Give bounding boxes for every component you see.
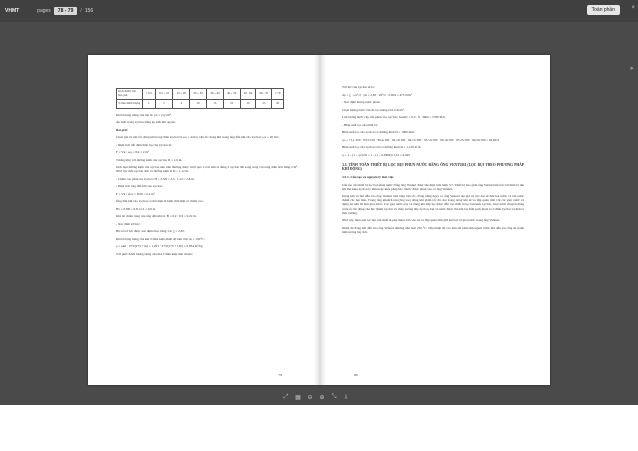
paragraph: - Xác định trở lực: [116, 221, 141, 226]
pages-label: pages [37, 8, 51, 14]
page-separator: / [80, 8, 82, 14]
bottom-area [0, 405, 638, 451]
equation: η = 1 – (1 – ηo)√D = 1 – (1 – 0,9484)√1,12 = 0,945 [342, 152, 411, 157]
section-heading: 3.5. TÍNH TOÁN THIẾT BỊ LỌC BỤI PHUN NƯỚC BẰNG ỐNG VENTURI (LỌC BỤI THEO PHƯƠNG PHÁP KHÍ ĐỘNG) [342, 162, 524, 172]
table-cell: < 0,5 [143, 89, 156, 100]
right-page [326, 55, 550, 385]
paragraph: Tương ứng với đường kính của xyclon D = 1,6 m. [116, 157, 183, 162]
paragraph: - Hiệu suất lọc của thiết bị: [342, 122, 378, 127]
paragraph: Khối lượng riêng của khí ở điều kiện nhiệt độ làm việc tk = 150°C: [116, 236, 205, 241]
table-cell: 60 - 70 [256, 89, 272, 100]
table-row [117, 99, 284, 108]
close-icon[interactable]: × [631, 5, 635, 11]
paragraph: Với ρk0: Khối lượng riêng của khí ở điều kiện tiêu chuẩn; [116, 251, 193, 256]
paragraph: Hệ số trở lực được xác định theo bảng 3.4: ξ = 2,85. [116, 229, 185, 234]
paragraph: Áp suất trong xyclon bằng áp suất khí quyển. [116, 120, 176, 124]
table-cell: 10 [240, 99, 256, 108]
paragraph: Lưu lượng nước cấp cần phun vào xyclon: Gnước = 0,2 . 8 . 3600 = 5760 lít/h. [342, 115, 446, 119]
page-number: 80 [354, 372, 358, 377]
section-label: Bài giải: [116, 127, 128, 132]
table-cell: 10 [223, 99, 240, 108]
viewer-toolbar [282, 392, 350, 402]
sidebar-toggle-icon[interactable]: ▸ [630, 65, 634, 72]
zoom-out-icon[interactable]: ⊖ [307, 394, 313, 401]
table-cell: > 70 [272, 89, 284, 100]
app-name: VHMT [5, 8, 20, 14]
table-cell: 10 [190, 99, 207, 108]
table-cell: Kích thước hạt bụi, µm [117, 89, 143, 100]
particle-size-table [116, 88, 284, 109]
table-cell: 4 [173, 99, 190, 108]
equation: Hv = 0,8D = 0,8.1,12 = 0,9 m [116, 206, 156, 211]
left-page [88, 55, 314, 385]
paragraph: Trở lực của xyclon sẽ là: [342, 85, 375, 89]
page-navigator [37, 7, 93, 15]
paragraph: - Diện tích tiết diện thân trụ của xyclon là: [116, 142, 172, 147]
paragraph: Nhiệt độ dòng khí dẫn vào ống Venturi thường nhỏ hơn 250 °C. Nếu nhiệt độ cao hơn thì phải làm nguội trước khi dẫn vào ống để tránh hiện tượng bay hơi. [342, 225, 524, 234]
paragraph: - Diện tích ống dẫn khí vào xyclon: [116, 184, 163, 189]
paragraph: Cấu tạo của thiết bị lọc bụi phun nước bằng ống Venturi được thể hiện trên hình 3.7. Thiết bị bao gồm ống Venturi kết nối với thiết bị thu hồi bụi kiểu xyclon ly tâm hoặc kiểu pháp lực. Nước được phun vào cổ ống Venturi. [342, 182, 524, 191]
equation: ηo = 71,1/100 · 83,5/100 · 89,4/100 · 92,16/100 · 94,15/100 · 95,10/100 · 96,10/100 · 97,25/100 · 99,20/100 = 94,84% [342, 137, 500, 142]
book-spread [88, 55, 550, 385]
expand-icon[interactable]: ⤢ [283, 393, 289, 400]
download-icon[interactable]: ⇩ [343, 394, 349, 401]
table-cell: 20 [272, 99, 284, 108]
page-number: 79 [278, 372, 282, 377]
paragraph: - Chiều cao phần trụ xyclon: H = 2,5D = 2,5 . 1,12 = 2,8 m. [116, 176, 195, 181]
table-cell: 15 [207, 99, 224, 108]
table-cell: 30 ÷ 40 [207, 89, 224, 100]
table-cell: 10 ÷ 20 [173, 89, 190, 100]
paragraph: Dòng khí và bụi dẫn vào ống Venturi làm tăng vận tốc, đồng năng ngay cổ ống Venturi đạt giá trị cực đại sẽ đưa hạt nước và tán nước thành các hạt mịn. Trong ống khuếch tán (ống loe) dòng khí giảm tốc độ, hạt trong dòng khí sẽ va đập quán tính với các giọt nước và dựng lại trên bề mặt giọt nước. Các giọt nước này và dòng khí tiếp tục được dẫn vào thiết bị lọc bụi kiểu xyclon. Giọt nước chuyển động xoắn ốc tắc động của lực thành xyclon và chảy xuống đáy xyclon, bụi và nước được thu hồi lại. Khí sạch thoát ra ở đỉnh xyclon và thải ra môi trường. [342, 194, 524, 215]
paragraph: Như vậy, hiệu quả lọc bụi của thiết bị phụ thuộc lớn vào sự va đập quán tính giữ hạt bụi và giọt nước trong ống Venturi. [342, 218, 500, 223]
paragraph: Chọn lượng nước cần để tạo màng là 0,2 lít/m². [342, 107, 405, 112]
paragraph: Hiệu suất lọc của xyclon có đường kính D = 1000 mm: [342, 130, 415, 134]
page-range-input[interactable]: 78 - 79 [54, 7, 78, 15]
table-cell: 1 [143, 99, 156, 108]
equation: F = Vk / 2ωv = 8/20 = 0,2 m² [116, 191, 155, 196]
equation: ρ = ρk0 · 273/(273 + tk) = 1,293 · 273/(273 + 150) = 0,834 m³/kg [116, 244, 203, 249]
table-cell: 40 ÷ 50 [223, 89, 240, 100]
table-cell: 20 ÷ 30 [190, 89, 207, 100]
equation: F = Vk / ωq = 8/4 = 2 m² [116, 150, 149, 154]
grid-icon[interactable]: ▦ [295, 394, 301, 401]
table-cell: 0,5 ÷ 10 [155, 89, 173, 100]
subsection-heading: 3.5.1. Cấu tạo và nguyên lý làm việc [342, 174, 394, 179]
paragraph: Ống dẫn khí vào xyclon có tiết diện là hình chữ nhật có chiều cao: [116, 199, 204, 204]
table-cell: 50 - 60 [240, 89, 256, 100]
fullscreen-button[interactable]: Toàn phần [587, 5, 620, 15]
book-gutter [314, 55, 326, 385]
total-pages: 156 [84, 8, 94, 14]
equation: Δp = ξ · ωv²/2 · ρk = 2,85 · 20²/2 · 0,834 = 475 N/m² [342, 92, 413, 97]
paragraph: - Xác định lượng nước phun: [342, 100, 381, 104]
paragraph: Giới hạn đường kính của xyclon nêu trên thường được vượt quá 1,2 m nên ta dùng 2 xyclon đặt song song với tổng diện tích bằng 2 m². Như vậy mỗi xyclon đơn có đường kính là D = 1,12 m. [116, 165, 298, 174]
paragraph: Khối lượng riêng của bụi là: ρb = 2 g/cm³. [116, 112, 172, 117]
paragraph: Chọn giá trị vận tốc dòng khí trong thân xyclon là ωq = 4 m/s; vận tốc dòng khí trong ống dẫn khí vào xyclon: ωv = 20 m/s. [116, 135, 280, 139]
table-cell: 5 [155, 99, 173, 108]
zoom-in-icon[interactable]: ⊕ [319, 394, 325, 401]
table-cell: % theo khối lượng [117, 99, 143, 108]
table-row [117, 89, 284, 100]
top-toolbar [0, 0, 638, 22]
paragraph: Hiệu suất lọc của xyclon với có đường kính D = 1,120 m là: [342, 145, 422, 149]
paragraph: Khi đó chiều rộng của ống dẫn khí là: B = 0,2 / 0,9 = 0,22 m. [116, 214, 197, 219]
table-cell: 25 [256, 99, 272, 108]
fit-icon[interactable]: ⤡ [331, 393, 337, 400]
